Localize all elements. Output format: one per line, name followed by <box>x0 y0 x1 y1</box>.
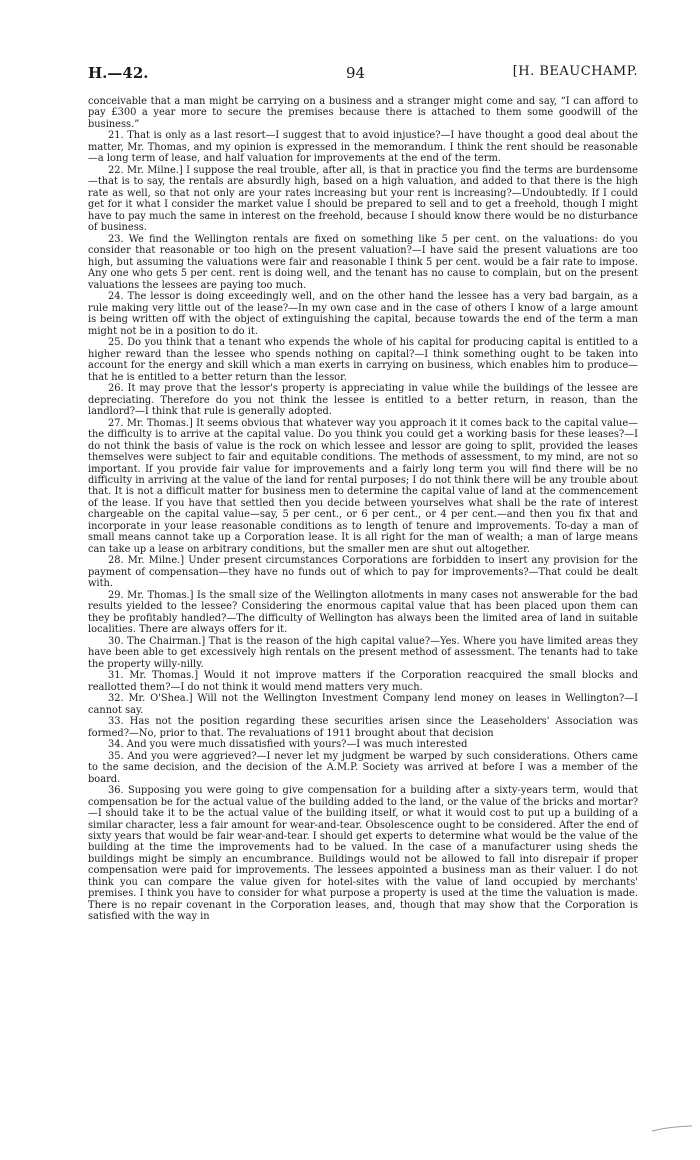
paragraph-25: 25. Do you think that a tenant who expends the whole of his capital for producing capital is entitled to a higher reward than the lessee who spends nothing on capital?—I think something ought to be taken into account for the energy and skill which a man exerts in carrying on business, which enables him to produce—that he is entitled to a better return than the lessor. <box>88 337 638 383</box>
witness-name: [H. BEAUCHAMP. <box>512 64 638 79</box>
paragraph-36: 36. Supposing you were going to give compensation for a building after a sixty-years term, would that compensation be for the actual value of the building added to the land, or the value of the bricks and mortar?—I should take it to be the actual value of the building itself, or what it would cost to put up a building of a similar character, less a fair amount for wear-and-tear. Obsolescence ought to be considered. After the end of sixty years that would be fair wear-and-tear. I should get experts to determine what would be the value of the building at the time the improvements had to be valued. In the case of a manufacturer using sheds the buildings might be simply an encumbrance. Buildings would not be allowed to fall into disrepair if proper compensation were paid for improvements. The lessees appointed a business man as their valuer. I do not think you can compare the value given for hotel-sites with the value of land occupied by merchants' premises. I think you have to consider for what purpose a property is used at the time the valuation is made. There is no repair covenant in the Corporation leases, and, though that may show that the Corporation is satisfied with the way in <box>88 785 638 923</box>
paragraph-31: 31. Mr. Thomas.] Would it not improve matters if the Corporation reacquired the small blocks and reallotted them?—I do not think it would mend matters very much. <box>88 670 638 693</box>
paragraph-continuation: conceivable that a man might be carrying on a business and a stranger might come and say, “I can afford to pay £300 a year more to secure the premises because there is attached to them some goodwill of the business.” <box>88 96 638 130</box>
paragraph-22: 22. Mr. Milne.] I suppose the real trouble, after all, is that in practice you find the terms are burdensome—that is to say, the rentals are absurdly high, based on a high valuation, and added to that there is the high rate as well, so that not only are your rates increasing but your rent is increasing?—Undoubtedly. If I could get for it what I consider the market value I should be prepared to sell and to get a freehold, though I might have to pay much the same in interest on the freehold, because I should know there would be no disturbance of business. <box>88 164 638 234</box>
body-text <box>88 96 638 923</box>
document-reference: H.—42. <box>88 64 149 82</box>
paragraph-33: 33. Has not the position regarding these securities arisen since the Leaseholders' Association was formed?—No, prior to that. The revaluations of 1911 brought about that decision <box>88 716 638 739</box>
paragraph-26: 26. It may prove that the lessor's property is appreciating in value while the buildings of the lessee are depreciating. Therefore do you not think the lessee is entitled to a better return, in reason, than the landlord?—I think that rule is generally adopted. <box>88 383 638 418</box>
paragraph-28: 28. Mr. Milne.] Under present circumstances Corporations are forbidden to insert any provision for the payment of compensation—they have no funds out of which to pay for improvements?—That could be dealt with. <box>88 555 638 590</box>
paragraph-21: 21. That is only as a last resort—I suggest that to avoid injustice?—I have thought a good deal about the matter, Mr. Thomas, and my opinion is expressed in the memorandum. I think the rent should be reasonable—a long term of lease, and half valuation for improvements at the end of the term. <box>88 130 638 165</box>
pencil-mark-icon <box>650 1125 694 1133</box>
page-header <box>88 64 638 84</box>
paragraph-34: 34. And you were much dissatisfied with yours?—I was much interested <box>108 739 468 751</box>
paragraph-32: 32. Mr. O'Shea.] Will not the Wellington Investment Company lend money on leases in Wellington?—I cannot say. <box>88 693 638 716</box>
paragraph-29: 29. Mr. Thomas.] Is the small size of the Wellington allotments in many cases not answerable for the bad results yielded to the lessee? Considering the enormous capital value that has been placed upon them can they be profitably handled?—The difficulty of Wellington has always been the limited area of land in suitable localities. There are always offers for it. <box>88 589 638 636</box>
paragraph-23: 23. We find the Wellington rentals are fixed on something like 5 per cent. on the valuations: do you consider that reasonable or too high on the present valuation?—I have said the present valuations are too high, but assuming the valuations were fair and reasonable I think 5 per cent. would be a fair rate to impose. Any one who gets 5 per cent. rent is doing well, and the tenant has no cause to complain, but on the present valuations the lessees are paying too much. <box>88 233 638 291</box>
paragraph-35: 35. And you were aggrieved?—I never let my judgment be warped by such considerations. Others came to the same decision, and the decision of the A.M.P. Society was arrived at before I was a member of the board. <box>88 750 638 785</box>
paragraph-30: 30. The Chairman.] That is the reason of the high capital value?—Yes. Where you have limited areas they have been able to get excessively high rentals on the present method of assessment. The tenants had to take the property willy-nilly. <box>88 635 638 670</box>
page-number: 94 <box>346 64 366 82</box>
paragraph-24: 24. The lessor is doing exceedingly well, and on the other hand the lessee has a very bad bargain, as a rule making very little out of the lease?—In my own case and in the case of others I know of a large amount is being written off with the object of extinguishing the capital, because towards the end of the term a man might not be in a position to do it. <box>88 291 638 337</box>
paragraph-27: 27. Mr. Thomas.] It seems obvious that whatever way you approach it it comes back to the capital value—the difficulty is to arrive at the capital value. Do you think you could get a working basis for these leases?—I do not think the basis of value is the rock on which lessee and lessor are going to split, provided the leases themselves were subject to fair and equitable conditions. The methods of assessment, to my mind, are not so important. If you provide fair value for improvements and a fairly long term you will find there will be no difficulty in arriving at the value of the land for rental purposes; I do not think there will be any trouble about that. It is not a difficult matter for business men to determine the capital value of land at the commencement of the lease. If you have that settled then you decide between yourselves what shall be the rate of interest chargeable on the capital value—say, 5 per cent., or 6 per cent., or 4 per cent.—and then you fix that and incorporate in your lease reasonable conditions as to length of tenure and improvements. To-day a man of small means cannot take up a Corporation lease. It is all right for the man of wealth; a man of large means can take up a lease on arbitrary conditions, but the smaller men are shut out altogether. <box>88 417 638 555</box>
